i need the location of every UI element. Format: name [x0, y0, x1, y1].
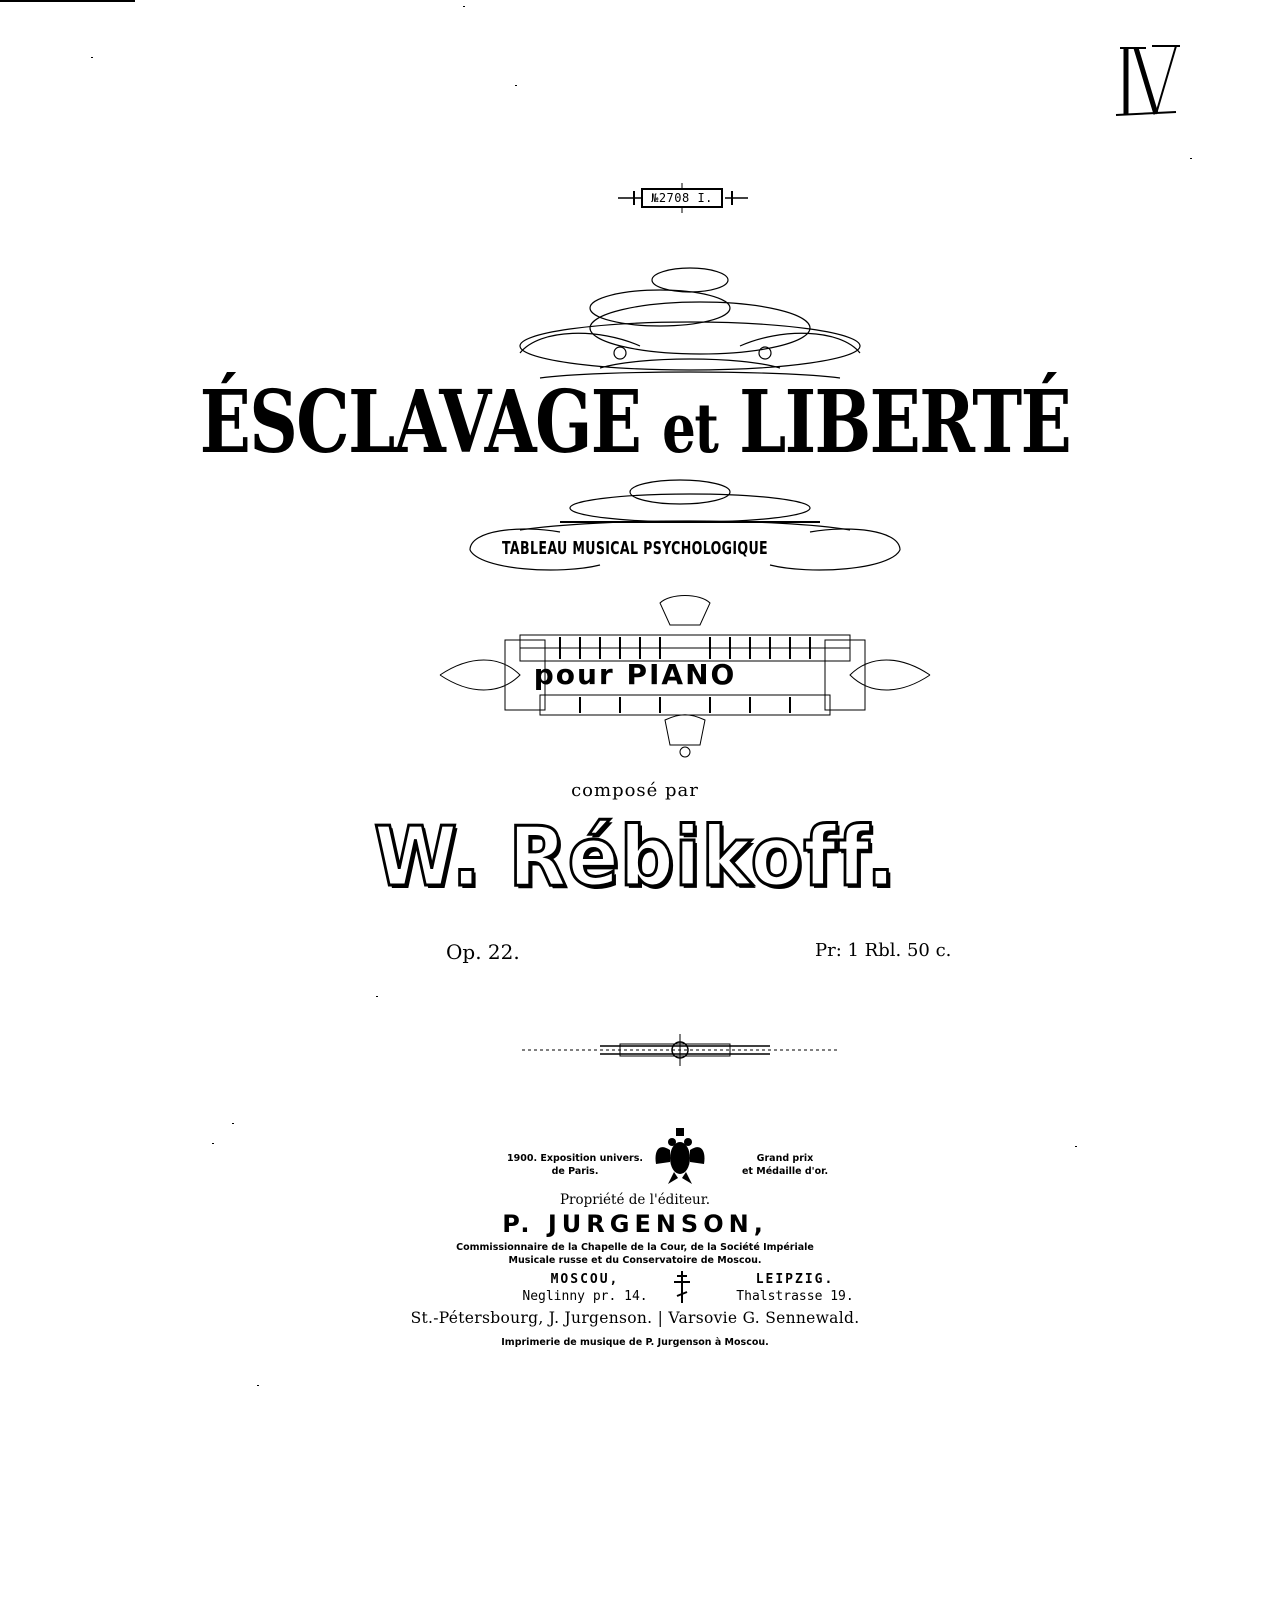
- city-leipzig-address: Thalstrasse 19.: [736, 1289, 854, 1304]
- title-word-esclavage: ÉSCLAVAGE: [199, 372, 641, 473]
- scan-speck: [91, 57, 93, 58]
- upper-flourish-ornament: [0, 258, 1270, 388]
- title-word-liberte: LIBERTÉ: [739, 372, 1071, 473]
- scan-speck: [515, 85, 517, 86]
- title-conjunction: et: [662, 389, 718, 469]
- exposition-right-line1: Grand prix: [756, 1153, 814, 1164]
- commission-line2: Musicale russe et du Conservatoire de Moscou.: [508, 1255, 762, 1266]
- scan-speck: [232, 1123, 234, 1124]
- city-moscow-name: MOSCOU,: [550, 1272, 620, 1287]
- scan-speck: [1075, 1146, 1077, 1147]
- scan-speck: [212, 1143, 214, 1144]
- volume-number-drawing: [1112, 40, 1182, 120]
- top-edge-line: [0, 0, 135, 2]
- composed-by-label: composé par: [571, 780, 699, 801]
- lower-flourish-ornament: [0, 470, 1270, 590]
- exposition-right: [720, 1152, 850, 1178]
- city-moscow-address: Neglinny pr. 14.: [522, 1289, 648, 1304]
- exposition-left-line1: 1900. Exposition univers.: [507, 1153, 643, 1164]
- volume-number-mark: [1112, 40, 1182, 120]
- publisher-property-note: Propriété de l'éditeur.: [559, 1192, 711, 1208]
- opus-number: Op. 22.: [446, 940, 520, 964]
- publisher-commission: [0, 1241, 1270, 1267]
- exposition-right-line2: et Médaille d'or.: [741, 1166, 829, 1177]
- imperial-eagle-emblem: [652, 1128, 708, 1186]
- exposition-left-line2: de Paris.: [551, 1166, 599, 1177]
- price: Pr: 1 Rbl. 50 c.: [815, 940, 952, 961]
- plate-number: №2708 I.: [641, 188, 723, 208]
- city-leipzig: [710, 1271, 880, 1305]
- scan-speck: [463, 6, 465, 7]
- scan-speck: [257, 1385, 259, 1386]
- composer-name: W. Rébikoff.: [373, 810, 897, 905]
- printer-note: Imprimerie de musique de P. Jurgenson à Moscou.: [501, 1337, 769, 1348]
- publisher-name: P. JURGENSON,: [502, 1210, 768, 1238]
- commission-line1: Commissionnaire de la Chapelle de la Cour, de la Société Impériale: [456, 1242, 814, 1253]
- divider-ornament: [0, 1030, 1270, 1070]
- city-moscow: [510, 1271, 660, 1305]
- branch-offices: St.-Pétersbourg, J. Jurgenson. | Varsovie G. Sennewald.: [410, 1309, 860, 1327]
- orthodox-cross-icon: [672, 1270, 692, 1304]
- exposition-left: [505, 1152, 645, 1178]
- city-leipzig-name: LEIPZIG.: [755, 1272, 835, 1287]
- subtitle: TABLEAU MUSICAL PSYCHOLOGIQUE: [501, 538, 769, 559]
- scan-speck: [376, 996, 378, 997]
- plate-number-cartouche: [616, 183, 750, 213]
- instrument-label: pour PIANO: [533, 658, 737, 691]
- scan-speck: [1190, 158, 1192, 159]
- main-title: [140, 372, 1131, 474]
